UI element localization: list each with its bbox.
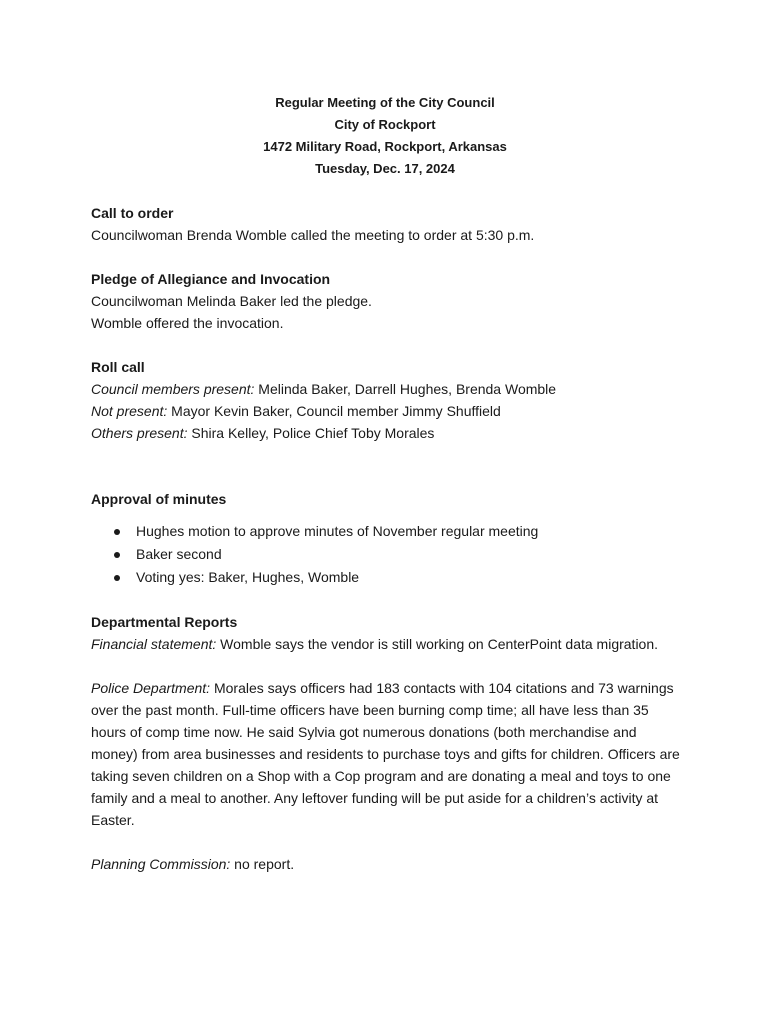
section-minutes [91,488,681,589]
minutes-heading: Approval of minutes [91,491,227,507]
header-address: 1472 Military Road, Rockport, Arkansas [263,139,507,154]
document-content [91,92,681,875]
others-value: Shira Kelley, Police Chief Toby Morales [187,425,435,441]
present-value: Melinda Baker, Darrell Hughes, Brenda Womble [254,381,557,397]
section-roll-call [91,356,681,444]
list-item [91,520,681,543]
police-label: Police Department: [91,680,211,696]
list-item-text: Baker second [136,546,222,562]
header-title: Regular Meeting of the City Council [275,95,495,110]
list-item-text: Hughes motion to approve minutes of November regular meeting [136,523,539,539]
roll-call-present [91,378,681,400]
financial-text: Womble says the vendor is still working on CenterPoint data migration. [216,636,659,652]
bullet-icon [114,575,120,581]
bullet-icon [114,529,120,535]
minutes-list [91,520,681,589]
planning-label: Planning Commission: [91,856,231,872]
planning-report [91,853,681,875]
list-item-text: Voting yes: Baker, Hughes, Womble [136,569,360,585]
section-reports [91,611,681,875]
pledge-line-1: Councilwoman Melinda Baker led the pledge. [91,293,372,309]
call-to-order-text: Councilwoman Brenda Womble called the meeting to order at 5:30 p.m. [91,227,535,243]
pledge-line-2: Womble offered the invocation. [91,315,284,331]
financial-label: Financial statement: [91,636,217,652]
section-call-to-order [91,202,681,246]
list-item [91,543,681,566]
roll-call-absent [91,400,681,422]
call-to-order-heading: Call to order [91,205,174,221]
reports-heading: Departmental Reports [91,614,238,630]
financial-statement [91,633,681,655]
roll-call-heading: Roll call [91,359,145,375]
list-item [91,566,681,589]
police-text: Morales says officers had 183 contacts with 104 citations and 73 warnings over the past month. Full-time officers have been burning comp time; all have less than 35 hours of comp time now. He said Sylvia got numerous donations (both merchandise and money) from area businesses and residents to purchase toys and gifts for children. Officers are taking seven children on a Shop with a Cop program and are donating a meal and toys to one family and a meal to another. Any leftover funding will be put aside for a children’s activity at Easter. [91,680,680,828]
pledge-heading: Pledge of Allegiance and Invocation [91,271,331,287]
police-report [91,677,681,831]
header-city: City of Rockport [334,117,436,132]
present-label: Council members present: [91,381,255,397]
roll-call-others [91,422,681,444]
section-pledge [91,268,681,334]
meeting-header [91,92,679,180]
absent-label: Not present: [91,403,168,419]
absent-value: Mayor Kevin Baker, Council member Jimmy Shuffield [167,403,501,419]
planning-text: no report. [230,856,295,872]
bullet-icon [114,552,120,558]
header-date: Tuesday, Dec. 17, 2024 [315,161,455,176]
others-label: Others present: [91,425,188,441]
